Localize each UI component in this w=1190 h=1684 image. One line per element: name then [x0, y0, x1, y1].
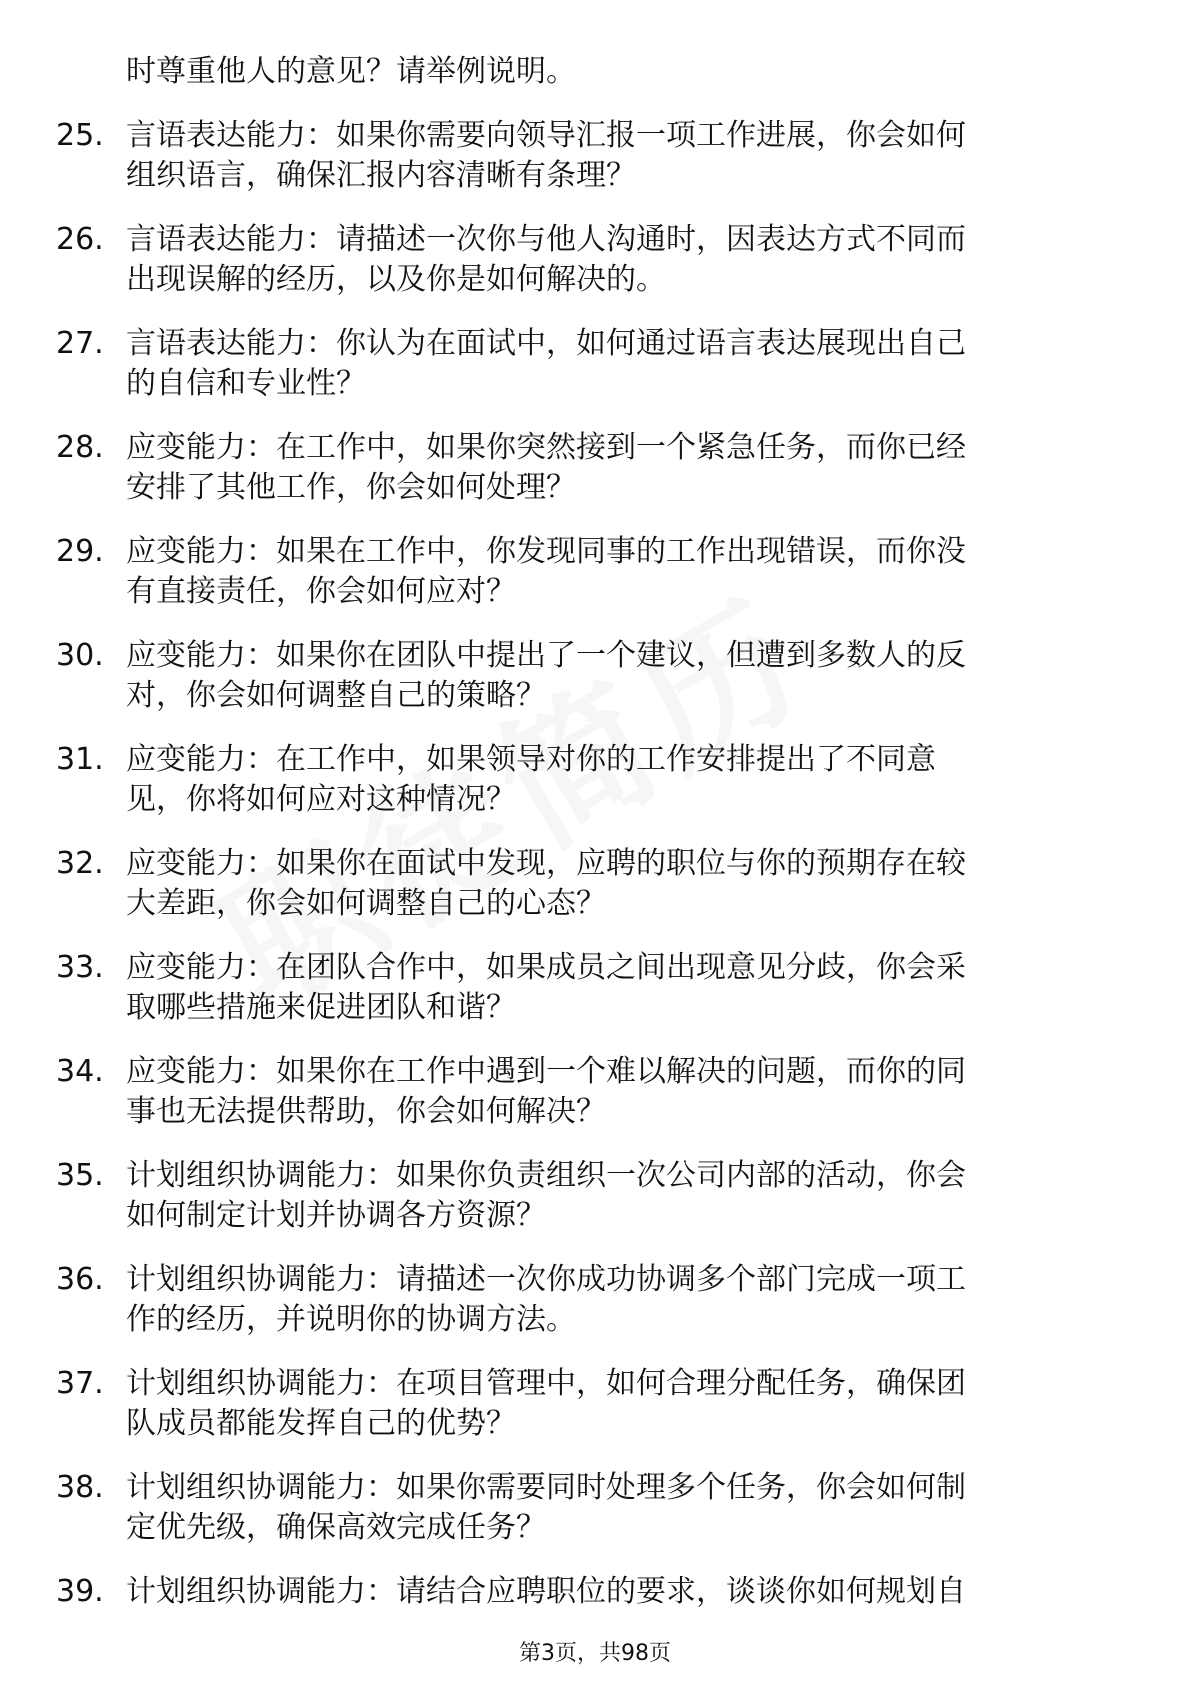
question-number: 38.	[56, 1470, 104, 1505]
question-number: 30.	[56, 638, 104, 673]
question-number: 29.	[56, 534, 104, 569]
question-number: 36.	[56, 1262, 104, 1297]
question-text	[126, 948, 1116, 1028]
question-line: 定优先级，确保高效完成任务？	[126, 1510, 546, 1545]
question-text	[126, 1052, 1116, 1132]
continuation-line: 时尊重他人的意见？请举例说明。	[126, 54, 576, 89]
question-line: 计划组织协调能力：请结合应聘职位的要求，谈谈你如何规划自	[126, 1574, 966, 1609]
question-line: 作的经历，并说明你的协调方法。	[126, 1302, 576, 1337]
question-line: 如何制定计划并协调各方资源？	[126, 1198, 546, 1233]
question-number: 25.	[56, 118, 104, 153]
question-line: 言语表达能力：请描述一次你与他人沟通时，因表达方式不同而	[126, 222, 966, 257]
question-line: 应变能力：如果在工作中，你发现同事的工作出现错误，而你没	[126, 534, 966, 569]
list-item	[0, 1052, 1190, 1156]
list-item	[0, 1468, 1190, 1572]
list-item	[0, 1572, 1190, 1676]
question-number: 37.	[56, 1366, 104, 1401]
question-line: 安排了其他工作，你会如何处理？	[126, 470, 576, 505]
question-line: 计划组织协调能力：如果你需要同时处理多个任务，你会如何制	[126, 1470, 966, 1505]
question-line: 应变能力：如果你在工作中遇到一个难以解决的问题，而你的同	[126, 1054, 966, 1089]
list-item	[0, 532, 1190, 636]
question-line: 计划组织协调能力：如果你负责组织一次公司内部的活动，你会	[126, 1158, 966, 1193]
question-text	[126, 324, 1116, 404]
question-line: 队成员都能发挥自己的优势？	[126, 1406, 516, 1441]
question-text	[126, 1468, 1116, 1548]
list-item	[0, 844, 1190, 948]
question-text	[126, 1156, 1116, 1236]
question-line: 应变能力：如果你在团队中提出了一个建议，但遭到多数人的反	[126, 638, 966, 673]
question-number: 31.	[56, 742, 104, 777]
question-line: 应变能力：如果你在面试中发现，应聘的职位与你的预期存在较	[126, 846, 966, 881]
list-item	[0, 948, 1190, 1052]
question-number: 33.	[56, 950, 104, 985]
list-item	[0, 116, 1190, 220]
question-text	[126, 220, 1116, 300]
question-line: 取哪些措施来促进团队和谐？	[126, 990, 516, 1025]
question-line: 言语表达能力：如果你需要向领导汇报一项工作进展，你会如何	[126, 118, 966, 153]
question-number: 28.	[56, 430, 104, 465]
list-item	[0, 1364, 1190, 1468]
question-text	[126, 844, 1116, 924]
question-number: 34.	[56, 1054, 104, 1089]
question-list	[0, 116, 1190, 1676]
question-text	[126, 428, 1116, 508]
question-line: 的自信和专业性？	[126, 366, 366, 401]
question-number: 35.	[56, 1158, 104, 1193]
question-line: 大差距，你会如何调整自己的心态？	[126, 886, 606, 921]
question-line: 计划组织协调能力：在项目管理中，如何合理分配任务，确保团	[126, 1366, 966, 1401]
question-text	[126, 1572, 1116, 1612]
question-number: 27.	[56, 326, 104, 361]
list-item	[0, 1156, 1190, 1260]
question-line: 应变能力：在工作中，如果你突然接到一个紧急任务，而你已经	[126, 430, 966, 465]
page-footer: 第3页，共98页	[519, 1641, 671, 1666]
question-line: 组织语言，确保汇报内容清晰有条理？	[126, 158, 636, 193]
list-item	[0, 324, 1190, 428]
question-number: 26.	[56, 222, 104, 257]
question-line: 应变能力：在团队合作中，如果成员之间出现意见分歧，你会采	[126, 950, 966, 985]
list-item	[0, 1260, 1190, 1364]
question-line: 事也无法提供帮助，你会如何解决？	[126, 1094, 606, 1129]
question-line: 应变能力：在工作中，如果领导对你的工作安排提出了不同意	[126, 742, 936, 777]
question-text	[126, 740, 1116, 820]
question-line: 见，你将如何应对这种情况？	[126, 782, 516, 817]
question-text	[126, 532, 1116, 612]
question-line: 计划组织协调能力：请描述一次你成功协调多个部门完成一项工	[126, 1262, 966, 1297]
question-line: 言语表达能力：你认为在面试中，如何通过语言表达展现出自己	[126, 326, 966, 361]
list-item	[0, 636, 1190, 740]
question-text	[126, 1260, 1116, 1340]
question-text	[126, 1364, 1116, 1444]
question-line: 有直接责任，你会如何应对？	[126, 574, 516, 609]
question-text	[126, 116, 1116, 196]
question-number: 32.	[56, 846, 104, 881]
question-line: 出现误解的经历，以及你是如何解决的。	[126, 262, 666, 297]
list-item	[0, 740, 1190, 844]
question-number: 39.	[56, 1574, 104, 1609]
question-text	[126, 636, 1116, 716]
list-item	[0, 220, 1190, 324]
list-item	[0, 428, 1190, 532]
question-line: 对，你会如何调整自己的策略？	[126, 678, 546, 713]
